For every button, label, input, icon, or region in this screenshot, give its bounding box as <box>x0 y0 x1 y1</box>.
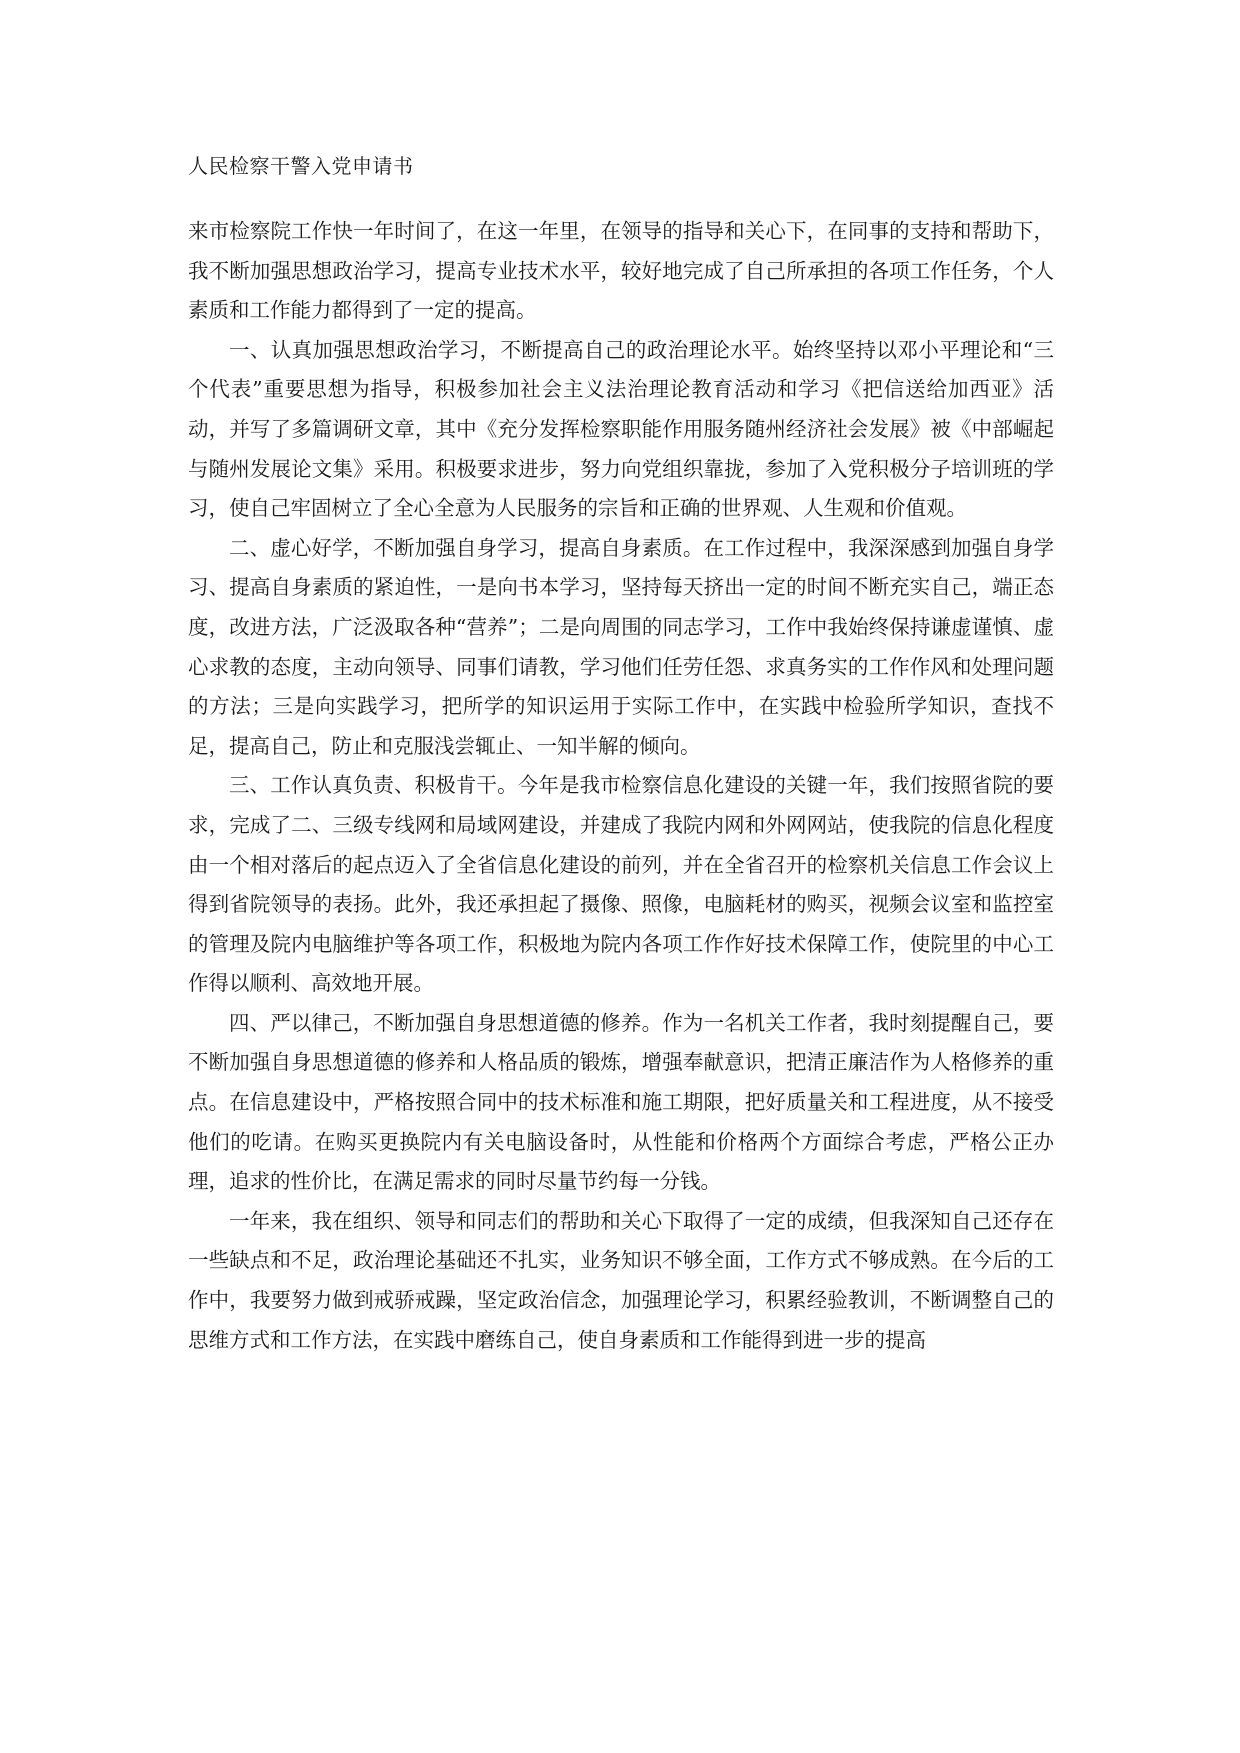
paragraph-conclusion: 一年来，我在组织、领导和同志们的帮助和关心下取得了一定的成绩，但我深知自己还存在一些缺点和不足，政治理论基础还不扎实，业务知识不够全面，工作方式不够成熟。在今后的工作中，我要努力做到戒骄戒躁，坚定政治信念，加强理论学习，积累经验教训，不断调整自己的思维方式和工作方法，在实践中磨练自己，使自身素质和工作能得到进一步的提高 <box>188 1208 1054 1352</box>
paragraph-self-learning: 二、虚心好学，不断加强自身学习，提高自身素质。在工作过程中，我深深感到加强自身学习、提高自身素质的紧迫性，一是向书本学习，坚持每天挤出一定的时间不断充实自己，端正态度，改进方法，广泛汲取各种“营养”；二是向周围的同志学习，工作中我始终保持谦虚谨慎、虚心求教的态度，主动向领导、同事们请教，学习他们任劳任怨、求真务实的工作作风和处理问题的方法；三是向实践学习，把所学的知识运用于实际工作中，在实践中检验所学知识，查找不足，提高自己，防止和克服浅尝辄止、一知半解的倾向。 <box>188 535 1054 758</box>
document-title: 人民检察干警入党申请书 <box>188 154 414 178</box>
paragraph-intro: 来市检察院工作快一年时间了，在这一年里，在领导的指导和关心下，在同事的支持和帮助下，我不断加强思想政治学习，提高专业技术水平，较好地完成了自己所承担的各项工作任务，个人素质和工作能力都得到了一定的提高。 <box>188 219 1054 323</box>
paragraph-self-discipline: 四、严以律己，不断加强自身思想道德的修养。作为一名机关工作者，我时刻提醒自己，要不断加强自身思想道德的修养和人格品质的锻炼，增强奉献意识，把清正廉洁作为人格修养的重点。在信息建设中，严格按照合同中的技术标准和施工期限，把好质量关和工程进度，从不接受他们的吃请。在购买更换院内有关电脑设备时，从性能和价格两个方面综合考虑，严格公正办理，追求的性价比，在满足需求的同时尽量节约每一分钱。 <box>188 1010 1054 1194</box>
paragraph-work-diligence: 三、工作认真负责、积极肯干。今年是我市检察信息化建设的关键一年，我们按照省院的要求，完成了二、三级专线网和局域网建设，并建成了我院内网和外网网站，使我院的信息化程度由一个相对落后的起点迈入了全省信息化建设的前列，并在全省召开的检察机关信息工作会议上得到省院领导的表扬。此外，我还承担起了摄像、照像，电脑耗材的购买，视频会议室和监控室的管理及院内电脑维护等各项工作，积极地为院内各项工作作好技术保障工作，使院里的中心工作得以顺利、高效地开展。 <box>188 773 1054 996</box>
document-body <box>188 212 1054 1360</box>
paragraph-political-study: 一、认真加强思想政治学习，不断提高自己的政治理论水平。始终坚持以邓小平理论和“三个代表”重要思想为指导，积极参加社会主义法治理论教育活动和学习《把信送给加西亚》活动，并写了多篇调研文章，其中《充分发挥检察职能作用服务随州经济社会发展》被《中部崛起与随州发展论文集》采用。积极要求进步，努力向党组织靠拢，参加了入党积极分子培训班的学习，使自己牢固树立了全心全意为人民服务的宗旨和正确的世界观、人生观和价值观。 <box>188 337 1054 521</box>
